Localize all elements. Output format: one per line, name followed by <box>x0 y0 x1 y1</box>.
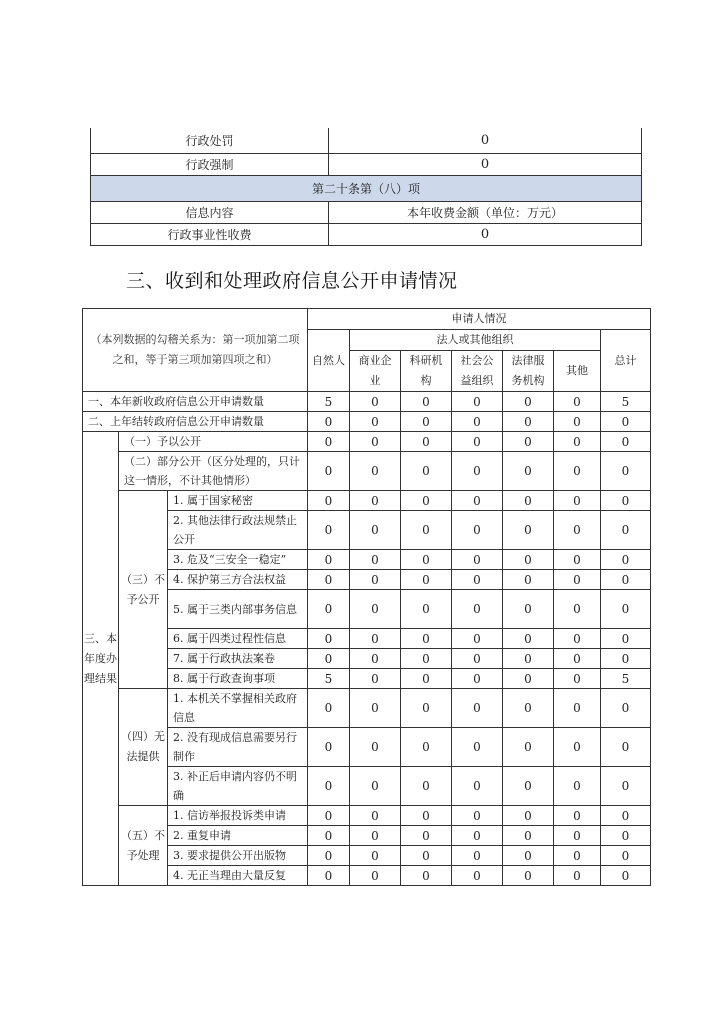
value-cell: 0 <box>503 728 554 767</box>
value-cell: 0 <box>554 570 601 590</box>
value-cell: 0 <box>503 826 554 846</box>
value-cell: 0 <box>503 866 554 886</box>
value-cell: 0 <box>401 767 452 806</box>
value-cell: 0 <box>401 511 452 550</box>
value-cell: 0 <box>503 570 554 590</box>
value-cell: 0 <box>554 629 601 649</box>
value-cell: 0 <box>401 392 452 412</box>
value-cell: 0 <box>503 590 554 629</box>
value-cell: 0 <box>350 629 401 649</box>
sub-header: 其他 <box>554 351 601 392</box>
value-cell: 0 <box>554 649 601 669</box>
value-cell: 0 <box>503 452 554 491</box>
row-label: 7. 属于行政执法案卷 <box>168 649 308 669</box>
value-cell: 0 <box>601 570 651 590</box>
value-cell: 0 <box>452 550 503 570</box>
value-cell: 0 <box>503 689 554 728</box>
value-cell: 0 <box>350 649 401 669</box>
sub-header: 社会公益组织 <box>452 351 503 392</box>
value-cell: 0 <box>601 826 651 846</box>
value-cell: 0 <box>601 728 651 767</box>
value-cell: 0 <box>452 511 503 550</box>
row-label: 2. 其他法律行政法规禁止公开 <box>168 511 308 550</box>
value-cell: 5 <box>308 669 350 689</box>
table-row <box>83 452 651 491</box>
group-label: （五）不予处理 <box>119 806 168 886</box>
value-cell: 0 <box>452 806 503 826</box>
table-row <box>83 846 651 866</box>
value-cell: 5 <box>601 669 651 689</box>
value-cell: 0 <box>452 491 503 511</box>
value-cell: 0 <box>554 826 601 846</box>
value-cell: 0 <box>401 728 452 767</box>
value-cell: 0 <box>452 767 503 806</box>
row-label: 3. 补正后申请内容仍不明确 <box>168 767 308 806</box>
value-cell: 0 <box>601 689 651 728</box>
value-cell: 0 <box>601 866 651 886</box>
value-cell: 0 <box>503 432 554 452</box>
value-cell: 0 <box>601 846 651 866</box>
value-cell: 0 <box>401 629 452 649</box>
value-cell: 0 <box>503 392 554 412</box>
value-cell: 0 <box>554 866 601 886</box>
row-label: （一）予以公开 <box>119 432 308 452</box>
value-cell: 0 <box>601 432 651 452</box>
value-cell: 0 <box>308 728 350 767</box>
value-cell: 0 <box>503 491 554 511</box>
value-cell: 0 <box>554 767 601 806</box>
value-cell: 0 <box>350 669 401 689</box>
value-cell: 0 <box>452 590 503 629</box>
value-cell: 0 <box>452 649 503 669</box>
value-cell: 0 <box>308 491 350 511</box>
row-value: 0 <box>329 224 642 246</box>
value-cell: 0 <box>554 728 601 767</box>
value-cell: 0 <box>601 649 651 669</box>
value-cell: 0 <box>554 432 601 452</box>
value-cell: 0 <box>308 846 350 866</box>
table-row <box>83 689 651 728</box>
value-cell: 0 <box>503 550 554 570</box>
value-cell: 0 <box>601 412 651 432</box>
value-cell: 0 <box>554 846 601 866</box>
value-cell: 0 <box>503 511 554 550</box>
table-row <box>83 570 651 590</box>
value-cell: 0 <box>554 590 601 629</box>
value-cell: 0 <box>308 432 350 452</box>
value-cell: 0 <box>350 412 401 432</box>
row-label: 6. 属于四类过程性信息 <box>168 629 308 649</box>
value-cell: 0 <box>350 590 401 629</box>
value-cell: 0 <box>503 669 554 689</box>
value-cell: 0 <box>601 806 651 826</box>
row-label: 1. 属于国家秘密 <box>168 491 308 511</box>
value-cell: 0 <box>401 866 452 886</box>
table-row <box>83 392 651 412</box>
table-row <box>83 590 651 629</box>
table-row <box>83 412 651 432</box>
value-cell: 0 <box>350 432 401 452</box>
value-cell: 0 <box>401 570 452 590</box>
value-cell: 0 <box>601 590 651 629</box>
table-row <box>83 649 651 669</box>
value-cell: 0 <box>308 570 350 590</box>
value-cell: 0 <box>308 689 350 728</box>
table-row <box>83 491 651 511</box>
header-row <box>83 309 651 330</box>
table-row <box>83 728 651 767</box>
table-row <box>83 806 651 826</box>
row-label: 1. 本机关不掌握相关政府信息 <box>168 689 308 728</box>
header-value: 本年收费金额（单位：万元） <box>329 202 642 224</box>
value-cell: 0 <box>401 550 452 570</box>
header-row <box>91 202 642 224</box>
row-label: 5. 属于三类内部事务信息 <box>168 590 308 629</box>
section-band-row <box>91 176 642 202</box>
value-cell: 0 <box>452 866 503 886</box>
value-cell: 0 <box>350 806 401 826</box>
value-cell: 0 <box>601 511 651 550</box>
row-label: 行政强制 <box>91 154 329 176</box>
applicant-header: 申请人情况 <box>308 309 651 330</box>
value-cell: 0 <box>401 649 452 669</box>
value-cell: 0 <box>452 392 503 412</box>
sub-header: 科研机构 <box>401 351 452 392</box>
value-cell: 5 <box>601 392 651 412</box>
value-cell: 0 <box>350 392 401 412</box>
value-cell: 0 <box>401 846 452 866</box>
value-cell: 0 <box>350 689 401 728</box>
value-cell: 0 <box>452 570 503 590</box>
value-cell: 0 <box>554 806 601 826</box>
row-label: 4. 无正当理由大量反复 <box>168 866 308 886</box>
value-cell: 0 <box>401 689 452 728</box>
value-cell: 0 <box>350 846 401 866</box>
value-cell: 0 <box>350 767 401 806</box>
value-cell: 0 <box>308 629 350 649</box>
group-label: （四）无法提供 <box>119 689 168 806</box>
value-cell: 0 <box>350 452 401 491</box>
table-row <box>91 154 642 176</box>
row-label: 行政事业性收费 <box>91 224 329 246</box>
value-cell: 0 <box>503 649 554 669</box>
header-label: 信息内容 <box>91 202 329 224</box>
disclosure-top-table <box>90 128 642 246</box>
value-cell: 0 <box>554 669 601 689</box>
table-row <box>91 128 642 154</box>
total-header: 总计 <box>601 330 651 392</box>
value-cell: 0 <box>308 767 350 806</box>
row-value: 0 <box>329 128 642 154</box>
value-cell: 0 <box>401 669 452 689</box>
value-cell: 0 <box>452 629 503 649</box>
natural-person-header: 自然人 <box>308 330 350 392</box>
row-label: 1. 信访举报投诉类申请 <box>168 806 308 826</box>
value-cell: 0 <box>308 550 350 570</box>
value-cell: 0 <box>452 826 503 846</box>
table-row <box>83 669 651 689</box>
value-cell: 0 <box>452 669 503 689</box>
value-cell: 0 <box>452 432 503 452</box>
row-label: 3. 要求提供公开出版物 <box>168 846 308 866</box>
value-cell: 0 <box>401 412 452 432</box>
value-cell: 0 <box>503 767 554 806</box>
value-cell: 0 <box>350 866 401 886</box>
value-cell: 0 <box>350 570 401 590</box>
value-cell: 5 <box>308 392 350 412</box>
value-cell: 0 <box>308 412 350 432</box>
application-stats-table <box>82 308 651 886</box>
section-band: 第二十条第（八）项 <box>91 176 642 202</box>
table-note: （本列数据的勾稽关系为：第一项加第二项之和，等于第三项加第四项之和） <box>83 309 308 392</box>
row-value: 0 <box>329 154 642 176</box>
value-cell: 0 <box>601 767 651 806</box>
value-cell: 0 <box>601 452 651 491</box>
value-cell: 0 <box>452 846 503 866</box>
value-cell: 0 <box>452 412 503 432</box>
table-row <box>83 629 651 649</box>
value-cell: 0 <box>554 550 601 570</box>
value-cell: 0 <box>401 826 452 846</box>
value-cell: 0 <box>350 511 401 550</box>
value-cell: 0 <box>452 728 503 767</box>
value-cell: 0 <box>308 649 350 669</box>
value-cell: 0 <box>452 452 503 491</box>
result-label: 三、本年度办理结果 <box>83 432 119 886</box>
value-cell: 0 <box>308 590 350 629</box>
sub-header: 法律服务机构 <box>503 351 554 392</box>
table-row <box>83 550 651 570</box>
value-cell: 0 <box>452 689 503 728</box>
value-cell: 0 <box>350 826 401 846</box>
value-cell: 0 <box>350 728 401 767</box>
value-cell: 0 <box>554 452 601 491</box>
value-cell: 0 <box>601 491 651 511</box>
value-cell: 0 <box>350 550 401 570</box>
value-cell: 0 <box>554 392 601 412</box>
value-cell: 0 <box>401 491 452 511</box>
row-label: 行政处罚 <box>91 128 329 154</box>
table-row <box>83 866 651 886</box>
row-label: 3. 危及“三安全一稳定” <box>168 550 308 570</box>
value-cell: 0 <box>308 826 350 846</box>
row-label: 8. 属于行政查询事项 <box>168 669 308 689</box>
value-cell: 0 <box>401 590 452 629</box>
value-cell: 0 <box>401 806 452 826</box>
table-row <box>91 224 642 246</box>
value-cell: 0 <box>308 511 350 550</box>
value-cell: 0 <box>350 491 401 511</box>
value-cell: 0 <box>503 412 554 432</box>
value-cell: 0 <box>601 629 651 649</box>
value-cell: 0 <box>308 452 350 491</box>
table-row <box>83 826 651 846</box>
value-cell: 0 <box>503 806 554 826</box>
row-label: 二、上年结转政府信息公开申请数量 <box>83 412 308 432</box>
group-label: （三）不予公开 <box>119 491 168 689</box>
legal-entity-header: 法人或其他组织 <box>350 330 601 351</box>
value-cell: 0 <box>601 550 651 570</box>
table-row <box>83 511 651 550</box>
value-cell: 0 <box>554 412 601 432</box>
sub-header: 商业企业 <box>350 351 401 392</box>
value-cell: 0 <box>308 806 350 826</box>
section-title: 三、收到和处理政府信息公开申请情况 <box>126 270 458 292</box>
value-cell: 0 <box>554 689 601 728</box>
value-cell: 0 <box>503 629 554 649</box>
row-label: 一、本年新收政府信息公开申请数量 <box>83 392 308 412</box>
row-label: 2. 重复申请 <box>168 826 308 846</box>
value-cell: 0 <box>308 866 350 886</box>
row-label: 4. 保护第三方合法权益 <box>168 570 308 590</box>
value-cell: 0 <box>554 491 601 511</box>
row-label: 2. 没有现成信息需要另行制作 <box>168 728 308 767</box>
table-row <box>83 767 651 806</box>
value-cell: 0 <box>401 452 452 491</box>
value-cell: 0 <box>554 511 601 550</box>
value-cell: 0 <box>503 846 554 866</box>
table-row <box>83 432 651 452</box>
value-cell: 0 <box>401 432 452 452</box>
row-label: （二）部分公开（区分处理的，只计这一情形，不计其他情形） <box>119 452 308 491</box>
